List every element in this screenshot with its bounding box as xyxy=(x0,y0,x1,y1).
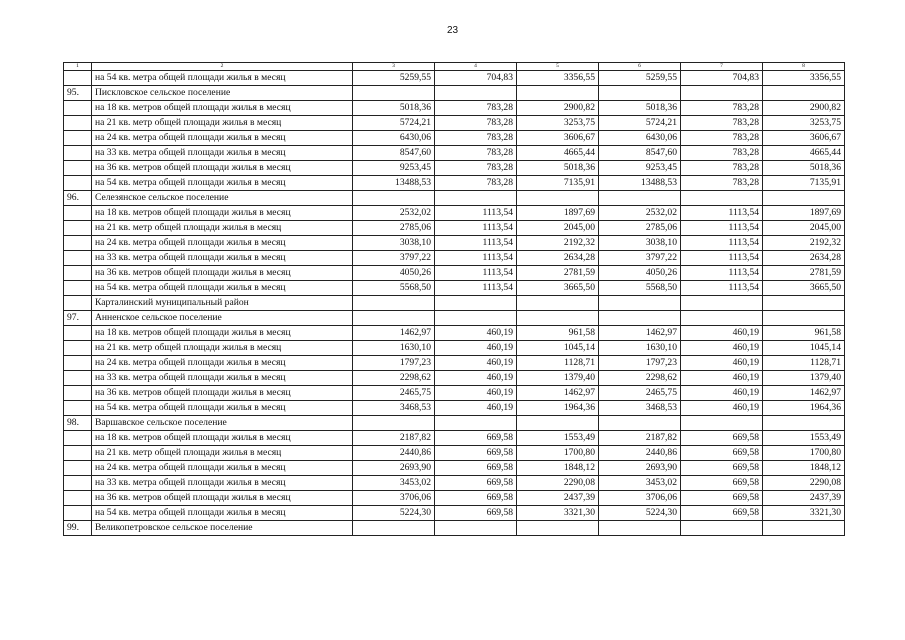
empty-cell xyxy=(435,416,517,431)
table-body xyxy=(64,63,845,536)
row-label: на 33 кв. метра общей площади жилья в месяц xyxy=(92,371,353,386)
row-number-cell xyxy=(64,236,92,251)
empty-cell xyxy=(599,191,681,206)
value-cell: 5224,30 xyxy=(599,506,681,521)
value-cell: 2298,62 xyxy=(599,371,681,386)
value-cell: 4050,26 xyxy=(599,266,681,281)
table-row xyxy=(64,146,845,161)
row-label: на 21 кв. метр общей площади жилья в месяц xyxy=(92,116,353,131)
value-cell: 460,19 xyxy=(435,401,517,416)
row-number-cell xyxy=(64,131,92,146)
section-number: 95. xyxy=(64,86,92,101)
table-row xyxy=(64,371,845,386)
empty-cell xyxy=(681,311,763,326)
empty-cell xyxy=(517,416,599,431)
table-row xyxy=(64,506,845,521)
empty-cell xyxy=(599,521,681,536)
empty-cell xyxy=(681,521,763,536)
value-cell: 2781,59 xyxy=(517,266,599,281)
value-cell: 2437,39 xyxy=(517,491,599,506)
row-number-cell xyxy=(64,371,92,386)
value-cell: 7135,91 xyxy=(517,176,599,191)
row-number-cell xyxy=(64,506,92,521)
value-cell: 13488,53 xyxy=(599,176,681,191)
row-number-cell xyxy=(64,356,92,371)
value-cell: 1897,69 xyxy=(763,206,845,221)
value-cell: 1045,14 xyxy=(763,341,845,356)
row-number-cell xyxy=(64,221,92,236)
value-cell: 669,58 xyxy=(681,491,763,506)
value-cell: 460,19 xyxy=(681,356,763,371)
value-cell: 3453,02 xyxy=(353,476,435,491)
row-label: на 54 кв. метра общей площади жилья в месяц xyxy=(92,401,353,416)
value-cell: 460,19 xyxy=(681,386,763,401)
value-cell: 669,58 xyxy=(681,506,763,521)
value-cell: 6430,06 xyxy=(599,131,681,146)
value-cell: 2437,39 xyxy=(763,491,845,506)
table-row xyxy=(64,206,845,221)
empty-cell xyxy=(599,311,681,326)
column-number: 2 xyxy=(92,63,353,71)
value-cell: 669,58 xyxy=(681,476,763,491)
value-cell: 2298,62 xyxy=(353,371,435,386)
value-cell: 1630,10 xyxy=(599,341,681,356)
row-label: на 18 кв. метров общей площади жилья в месяц xyxy=(92,326,353,341)
column-number-row xyxy=(64,63,845,71)
row-label: на 36 кв. метров общей площади жилья в месяц xyxy=(92,386,353,401)
section-header-row xyxy=(64,416,845,431)
empty-cell xyxy=(353,311,435,326)
value-cell: 2290,08 xyxy=(517,476,599,491)
empty-cell xyxy=(763,86,845,101)
column-number: 1 xyxy=(64,63,92,71)
value-cell: 5568,50 xyxy=(353,281,435,296)
empty-cell xyxy=(353,296,435,311)
empty-cell xyxy=(353,416,435,431)
value-cell: 460,19 xyxy=(435,386,517,401)
row-number-cell xyxy=(64,296,92,311)
row-number-cell xyxy=(64,206,92,221)
value-cell: 2785,06 xyxy=(599,221,681,236)
value-cell: 3706,06 xyxy=(599,491,681,506)
section-number: 99. xyxy=(64,521,92,536)
value-cell: 1797,23 xyxy=(353,356,435,371)
row-label: на 33 кв. метра общей площади жилья в месяц xyxy=(92,476,353,491)
value-cell: 9253,45 xyxy=(599,161,681,176)
value-cell: 3468,53 xyxy=(353,401,435,416)
value-cell: 669,58 xyxy=(435,461,517,476)
value-cell: 2634,28 xyxy=(763,251,845,266)
value-cell: 2045,00 xyxy=(517,221,599,236)
empty-cell xyxy=(517,521,599,536)
row-number-cell xyxy=(64,251,92,266)
table-row xyxy=(64,281,845,296)
value-cell: 460,19 xyxy=(681,371,763,386)
value-cell: 2440,86 xyxy=(353,446,435,461)
table-row xyxy=(64,491,845,506)
row-label: на 33 кв. метра общей площади жилья в месяц xyxy=(92,251,353,266)
value-cell: 3321,30 xyxy=(517,506,599,521)
value-cell: 961,58 xyxy=(517,326,599,341)
value-cell: 2187,82 xyxy=(599,431,681,446)
value-cell: 3797,22 xyxy=(599,251,681,266)
value-cell: 2900,82 xyxy=(517,101,599,116)
value-cell: 460,19 xyxy=(681,341,763,356)
value-cell: 3038,10 xyxy=(353,236,435,251)
section-number: 96. xyxy=(64,191,92,206)
value-cell: 2693,90 xyxy=(353,461,435,476)
value-cell: 3665,50 xyxy=(763,281,845,296)
value-cell: 1797,23 xyxy=(599,356,681,371)
value-cell: 3468,53 xyxy=(599,401,681,416)
value-cell: 2781,59 xyxy=(763,266,845,281)
value-cell: 2192,32 xyxy=(763,236,845,251)
empty-cell xyxy=(599,296,681,311)
value-cell: 1128,71 xyxy=(517,356,599,371)
value-cell: 2900,82 xyxy=(763,101,845,116)
value-cell: 783,28 xyxy=(681,101,763,116)
value-cell: 3453,02 xyxy=(599,476,681,491)
table-row xyxy=(64,386,845,401)
value-cell: 5259,55 xyxy=(599,71,681,86)
table-row xyxy=(64,236,845,251)
row-number-cell xyxy=(64,281,92,296)
row-label: на 21 кв. метр общей площади жилья в месяц xyxy=(92,221,353,236)
value-cell: 1113,54 xyxy=(681,281,763,296)
value-cell: 4665,44 xyxy=(763,146,845,161)
table-row xyxy=(64,266,845,281)
table-row xyxy=(64,131,845,146)
value-cell: 5568,50 xyxy=(599,281,681,296)
value-cell: 2465,75 xyxy=(353,386,435,401)
section-title: Великопетровское сельское поселение xyxy=(92,521,353,536)
value-cell: 783,28 xyxy=(681,176,763,191)
value-cell: 8547,60 xyxy=(353,146,435,161)
empty-cell xyxy=(517,296,599,311)
empty-cell xyxy=(435,521,517,536)
value-cell: 1113,54 xyxy=(681,251,763,266)
value-cell: 669,58 xyxy=(435,491,517,506)
empty-cell xyxy=(599,86,681,101)
row-label: на 24 кв. метра общей площади жилья в месяц xyxy=(92,131,353,146)
row-label: на 24 кв. метра общей площади жилья в месяц xyxy=(92,236,353,251)
empty-cell xyxy=(681,296,763,311)
empty-cell xyxy=(763,416,845,431)
value-cell: 3356,55 xyxy=(517,71,599,86)
value-cell: 669,58 xyxy=(681,446,763,461)
value-cell: 1045,14 xyxy=(517,341,599,356)
value-cell: 3253,75 xyxy=(763,116,845,131)
row-label: на 21 кв. метр общей площади жилья в месяц xyxy=(92,446,353,461)
row-number-cell xyxy=(64,176,92,191)
empty-cell xyxy=(517,311,599,326)
row-label: на 54 кв. метра общей площади жилья в месяц xyxy=(92,176,353,191)
section-title: Пискловское сельское поселение xyxy=(92,86,353,101)
section-title: Анненское сельское поселение xyxy=(92,311,353,326)
district-header-row xyxy=(64,296,845,311)
row-label: на 54 кв. метра общей площади жилья в месяц xyxy=(92,506,353,521)
column-number: 6 xyxy=(599,63,681,71)
value-cell: 3253,75 xyxy=(517,116,599,131)
value-cell: 961,58 xyxy=(763,326,845,341)
table-row xyxy=(64,116,845,131)
value-cell: 3665,50 xyxy=(517,281,599,296)
empty-cell xyxy=(435,311,517,326)
value-cell: 1379,40 xyxy=(763,371,845,386)
value-cell: 1379,40 xyxy=(517,371,599,386)
row-label: на 36 кв. метров общей площади жилья в месяц xyxy=(92,491,353,506)
row-label: на 21 кв. метр общей площади жилья в месяц xyxy=(92,341,353,356)
value-cell: 5018,36 xyxy=(353,101,435,116)
value-cell: 1630,10 xyxy=(353,341,435,356)
row-label: на 36 кв. метров общей площади жилья в месяц xyxy=(92,266,353,281)
empty-cell xyxy=(435,191,517,206)
value-cell: 1462,97 xyxy=(353,326,435,341)
table-row xyxy=(64,401,845,416)
value-cell: 783,28 xyxy=(435,131,517,146)
value-cell: 3606,67 xyxy=(763,131,845,146)
section-title: Селезянское сельское поселение xyxy=(92,191,353,206)
table-row xyxy=(64,341,845,356)
table-row xyxy=(64,161,845,176)
row-number-cell xyxy=(64,326,92,341)
value-cell: 2187,82 xyxy=(353,431,435,446)
value-cell: 3356,55 xyxy=(763,71,845,86)
empty-cell xyxy=(681,191,763,206)
value-cell: 2465,75 xyxy=(599,386,681,401)
value-cell: 783,28 xyxy=(435,116,517,131)
row-label: на 54 кв. метра общей площади жилья в месяц xyxy=(92,71,353,86)
value-cell: 5018,36 xyxy=(599,101,681,116)
section-header-row xyxy=(64,86,845,101)
value-cell: 5224,30 xyxy=(353,506,435,521)
value-cell: 783,28 xyxy=(435,161,517,176)
empty-cell xyxy=(763,296,845,311)
value-cell: 1113,54 xyxy=(435,236,517,251)
value-cell: 2532,02 xyxy=(599,206,681,221)
value-cell: 669,58 xyxy=(435,476,517,491)
row-number-cell xyxy=(64,161,92,176)
value-cell: 783,28 xyxy=(681,161,763,176)
value-cell: 1553,49 xyxy=(763,431,845,446)
value-cell: 1128,71 xyxy=(763,356,845,371)
section-header-row xyxy=(64,191,845,206)
table-row xyxy=(64,221,845,236)
row-label: на 36 кв. метров общей площади жилья в месяц xyxy=(92,161,353,176)
value-cell: 2532,02 xyxy=(353,206,435,221)
row-label: на 54 кв. метра общей площади жилья в месяц xyxy=(92,281,353,296)
value-cell: 1462,97 xyxy=(517,386,599,401)
value-cell: 1848,12 xyxy=(763,461,845,476)
table-row xyxy=(64,176,845,191)
section-number: 98. xyxy=(64,416,92,431)
column-number: 3 xyxy=(353,63,435,71)
value-cell: 669,58 xyxy=(681,431,763,446)
section-header-row xyxy=(64,521,845,536)
value-cell: 783,28 xyxy=(435,176,517,191)
value-cell: 1964,36 xyxy=(517,401,599,416)
value-cell: 783,28 xyxy=(681,146,763,161)
value-cell: 5018,36 xyxy=(763,161,845,176)
value-cell: 1113,54 xyxy=(435,221,517,236)
value-cell: 783,28 xyxy=(681,116,763,131)
empty-cell xyxy=(763,191,845,206)
value-cell: 3038,10 xyxy=(599,236,681,251)
table-row xyxy=(64,326,845,341)
table-row xyxy=(64,476,845,491)
value-cell: 669,58 xyxy=(435,431,517,446)
row-label: на 24 кв. метра общей площади жилья в месяц xyxy=(92,356,353,371)
row-number-cell xyxy=(64,461,92,476)
value-cell: 1700,80 xyxy=(763,446,845,461)
empty-cell xyxy=(681,416,763,431)
value-cell: 3606,67 xyxy=(517,131,599,146)
value-cell: 669,58 xyxy=(681,461,763,476)
row-number-cell xyxy=(64,101,92,116)
value-cell: 1462,97 xyxy=(599,326,681,341)
value-cell: 460,19 xyxy=(681,401,763,416)
value-cell: 1462,97 xyxy=(763,386,845,401)
value-cell: 704,83 xyxy=(435,71,517,86)
row-number-cell xyxy=(64,71,92,86)
value-cell: 460,19 xyxy=(435,341,517,356)
section-title: Варшавское сельское поселение xyxy=(92,416,353,431)
column-number: 5 xyxy=(517,63,599,71)
table-row xyxy=(64,251,845,266)
value-cell: 783,28 xyxy=(435,101,517,116)
empty-cell xyxy=(435,86,517,101)
value-cell: 5018,36 xyxy=(517,161,599,176)
row-number-cell xyxy=(64,491,92,506)
table-row xyxy=(64,461,845,476)
value-cell: 460,19 xyxy=(435,356,517,371)
table-row xyxy=(64,101,845,116)
value-cell: 460,19 xyxy=(435,326,517,341)
table-row xyxy=(64,446,845,461)
value-cell: 1848,12 xyxy=(517,461,599,476)
column-number: 4 xyxy=(435,63,517,71)
row-label: на 33 кв. метра общей площади жилья в месяц xyxy=(92,146,353,161)
column-number: 8 xyxy=(763,63,845,71)
empty-cell xyxy=(353,521,435,536)
row-label: на 18 кв. метров общей площади жилья в месяц xyxy=(92,101,353,116)
value-cell: 2785,06 xyxy=(353,221,435,236)
row-label: на 24 кв. метра общей площади жилья в месяц xyxy=(92,461,353,476)
section-number: 97. xyxy=(64,311,92,326)
tariff-table xyxy=(63,62,845,536)
value-cell: 1964,36 xyxy=(763,401,845,416)
value-cell: 1553,49 xyxy=(517,431,599,446)
value-cell: 2440,86 xyxy=(599,446,681,461)
row-number-cell xyxy=(64,146,92,161)
value-cell: 1897,69 xyxy=(517,206,599,221)
value-cell: 4665,44 xyxy=(517,146,599,161)
value-cell: 2290,08 xyxy=(763,476,845,491)
value-cell: 460,19 xyxy=(681,326,763,341)
value-cell: 9253,45 xyxy=(353,161,435,176)
row-number-cell xyxy=(64,386,92,401)
value-cell: 704,83 xyxy=(681,71,763,86)
value-cell: 13488,53 xyxy=(353,176,435,191)
row-label: на 18 кв. метров общей площади жилья в месяц xyxy=(92,206,353,221)
value-cell: 1113,54 xyxy=(435,266,517,281)
value-cell: 2634,28 xyxy=(517,251,599,266)
row-number-cell xyxy=(64,116,92,131)
value-cell: 1113,54 xyxy=(435,251,517,266)
row-label: на 18 кв. метров общей площади жилья в месяц xyxy=(92,431,353,446)
value-cell: 1113,54 xyxy=(681,266,763,281)
table-row xyxy=(64,356,845,371)
value-cell: 783,28 xyxy=(435,146,517,161)
value-cell: 5724,21 xyxy=(353,116,435,131)
empty-cell xyxy=(763,311,845,326)
district-title: Карталинский муниципальный район xyxy=(92,296,353,311)
value-cell: 669,58 xyxy=(435,506,517,521)
value-cell: 2192,32 xyxy=(517,236,599,251)
value-cell: 783,28 xyxy=(681,131,763,146)
table-row xyxy=(64,71,845,86)
value-cell: 1113,54 xyxy=(435,281,517,296)
value-cell: 5259,55 xyxy=(353,71,435,86)
row-number-cell xyxy=(64,446,92,461)
empty-cell xyxy=(763,521,845,536)
value-cell: 2045,00 xyxy=(763,221,845,236)
value-cell: 1113,54 xyxy=(435,206,517,221)
row-number-cell xyxy=(64,266,92,281)
value-cell: 669,58 xyxy=(435,446,517,461)
row-number-cell xyxy=(64,401,92,416)
value-cell: 4050,26 xyxy=(353,266,435,281)
value-cell: 1113,54 xyxy=(681,221,763,236)
column-number: 7 xyxy=(681,63,763,71)
row-number-cell xyxy=(64,431,92,446)
value-cell: 3797,22 xyxy=(353,251,435,266)
value-cell: 2693,90 xyxy=(599,461,681,476)
value-cell: 1113,54 xyxy=(681,236,763,251)
value-cell: 1113,54 xyxy=(681,206,763,221)
section-header-row xyxy=(64,311,845,326)
empty-cell xyxy=(599,416,681,431)
value-cell: 3321,30 xyxy=(763,506,845,521)
empty-cell xyxy=(435,296,517,311)
empty-cell xyxy=(353,191,435,206)
empty-cell xyxy=(517,86,599,101)
value-cell: 6430,06 xyxy=(353,131,435,146)
value-cell: 8547,60 xyxy=(599,146,681,161)
value-cell: 5724,21 xyxy=(599,116,681,131)
empty-cell xyxy=(517,191,599,206)
table-row xyxy=(64,431,845,446)
row-number-cell xyxy=(64,341,92,356)
page-number: 23 xyxy=(446,25,459,36)
value-cell: 1700,80 xyxy=(517,446,599,461)
empty-cell xyxy=(681,86,763,101)
row-number-cell xyxy=(64,476,92,491)
value-cell: 7135,91 xyxy=(763,176,845,191)
empty-cell xyxy=(353,86,435,101)
value-cell: 460,19 xyxy=(435,371,517,386)
value-cell: 3706,06 xyxy=(353,491,435,506)
